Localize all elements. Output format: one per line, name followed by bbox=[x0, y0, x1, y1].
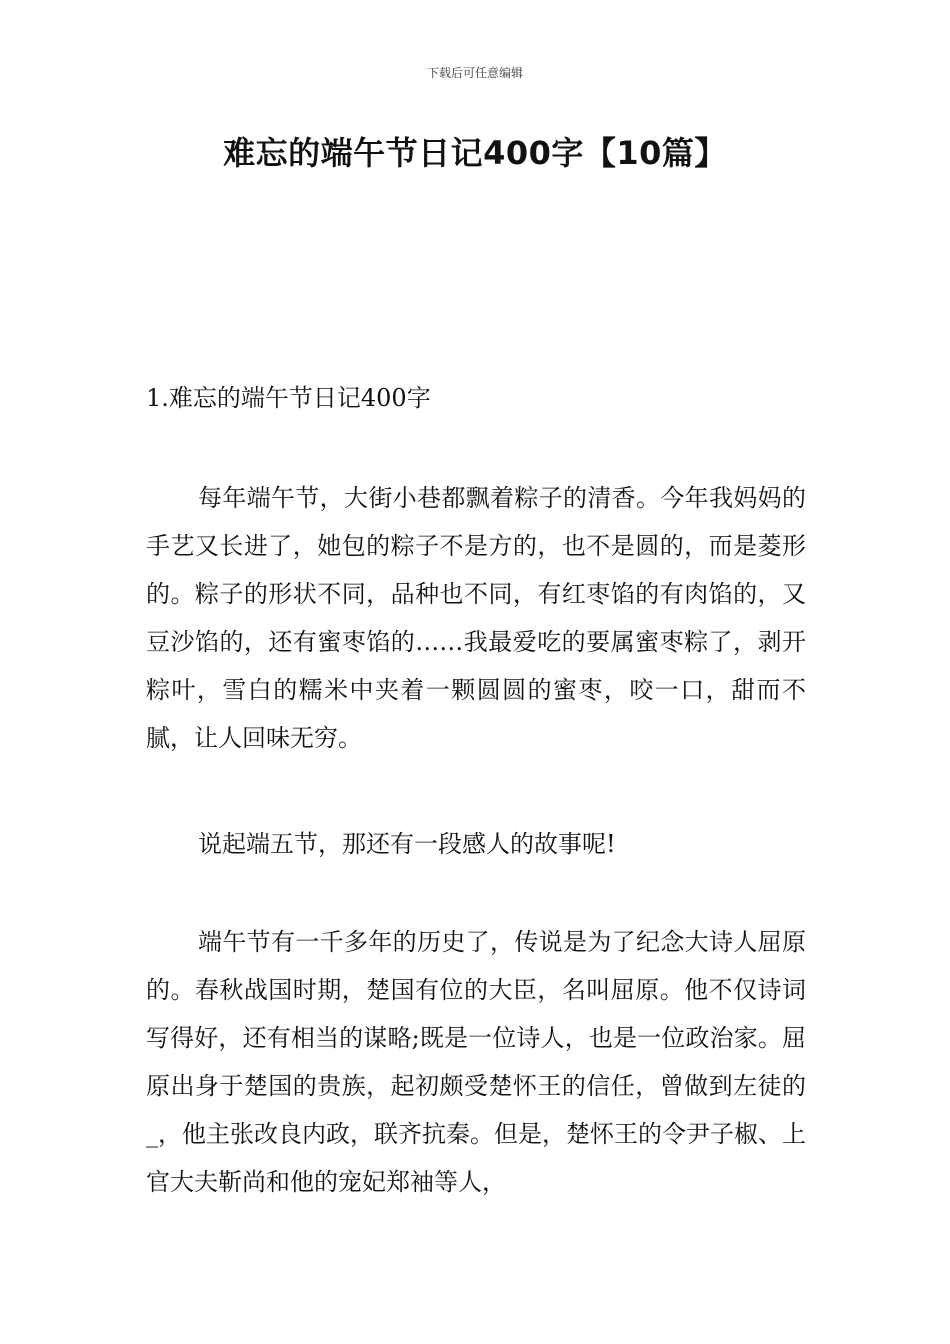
header-note: 下载后可任意编辑 bbox=[426, 66, 523, 80]
paragraph-1: 每年端午节，大街小巷都飘着粽子的清香。今年我妈妈的手艺又长进了，她包的粽子不是方的，也不是圆的，而是菱形的。粽子的形状不同，品种也不同，有红枣馅的有肉馅的，又豆沙馅的，还有蜜枣馅的……我最爱吃的要属蜜枣粽了，剥开粽叶，雪白的糯米中夹着一颗圆圆的蜜枣，咬一口，甜而不腻，让人回味无穷。 bbox=[146, 484, 806, 752]
paragraph-3: 端午节有一千多年的历史了，传说是为了纪念大诗人屈原的。春秋战国时期，楚国有位的大臣，名叫屈原。他不仅诗词写得好，还有相当的谋略;既是一位诗人，也是一位政治家。屈原出身于楚国的贵族，起初颇受楚怀王的信任，曾做到左徒的_，他主张改良内政，联齐抗秦。但是，楚怀王的令尹子椒、上官大夫靳尚和他的宠妃郑袖等人， bbox=[146, 928, 806, 1196]
paragraph-2: 说起端五节，那还有一段感人的故事呢! bbox=[198, 830, 616, 858]
section-heading: 1.难忘的端午节日记400字 bbox=[146, 384, 431, 412]
document-title: 难忘的端午节日记400字【10篇】 bbox=[223, 134, 727, 172]
